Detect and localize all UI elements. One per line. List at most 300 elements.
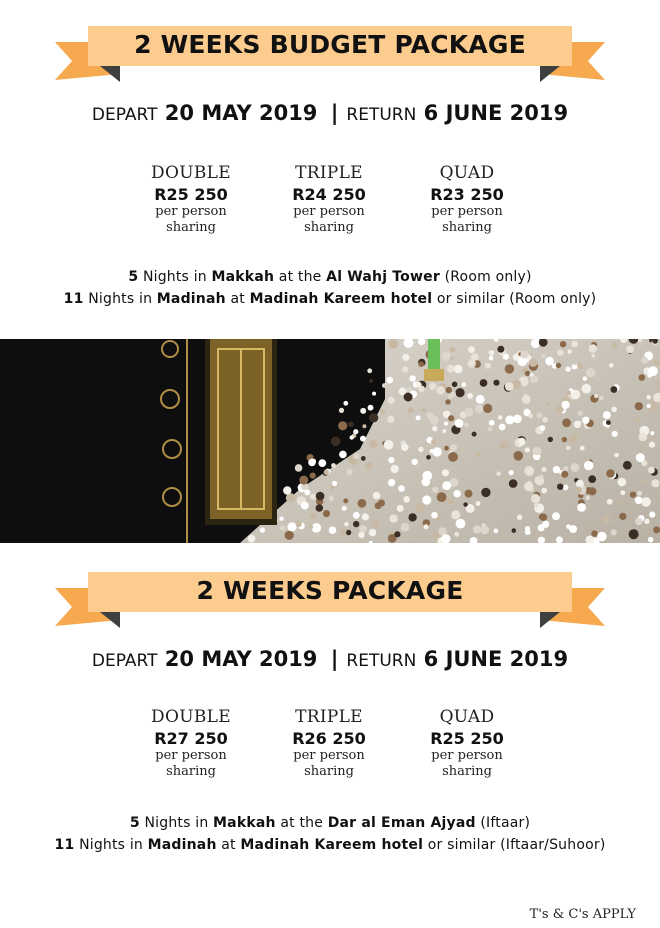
room-type: TRIPLE — [295, 707, 363, 727]
crowd-figure — [591, 354, 595, 358]
crowd-figure — [509, 479, 518, 488]
crowd-figure — [432, 447, 441, 456]
crowd-figure — [541, 488, 547, 494]
room-type: DOUBLE — [151, 707, 231, 727]
crowd-figure — [489, 356, 494, 361]
crowd-figure — [520, 351, 528, 359]
crowd-figure — [454, 532, 459, 537]
crowd-figure — [518, 438, 526, 446]
crowd-figure — [473, 525, 481, 533]
crowd-figure — [339, 408, 344, 413]
crowd-figure — [416, 504, 424, 512]
crowd-figure — [447, 498, 454, 505]
price-double — [121, 707, 261, 780]
crowd-figure — [308, 459, 316, 467]
crowd-figure — [505, 415, 514, 424]
crowd-figure — [534, 503, 539, 508]
crowd-figure — [367, 368, 372, 373]
crowd-figure — [475, 405, 483, 413]
nights-count: 11 — [54, 837, 75, 853]
sharing-label: sharing — [442, 220, 492, 235]
crowd-figure — [641, 479, 646, 484]
room-type: TRIPLE — [295, 163, 363, 183]
crowd-figure — [566, 446, 571, 451]
crowd-figure — [332, 481, 337, 486]
crowd-figure — [316, 504, 324, 512]
crowd-figure — [446, 387, 452, 393]
per-person-label: per person — [431, 204, 503, 219]
city-name: Madinah — [147, 837, 217, 853]
crowd-figure — [468, 346, 475, 353]
travel-dates — [0, 647, 660, 671]
crowd-figure — [497, 346, 504, 353]
crowd-figure — [524, 466, 534, 476]
crowd-figure — [578, 411, 583, 416]
crowd-figure — [455, 388, 464, 397]
crowd-figure — [342, 506, 347, 511]
per-person-label: per person — [293, 748, 365, 763]
crowd-figure — [568, 350, 572, 354]
crowd-figure — [448, 415, 454, 421]
crowd-figure — [636, 453, 645, 462]
crowd-figure — [448, 394, 453, 399]
crowd-figure — [586, 496, 590, 500]
hotel-name: Madinah Kareem hotel — [240, 837, 424, 853]
return-date: 6 JUNE 2019 — [423, 101, 569, 125]
crowd-figure — [577, 363, 583, 369]
crowd-figure — [574, 421, 581, 428]
crowd-figure — [517, 515, 522, 520]
crowd-figure — [384, 440, 394, 450]
crowd-figure — [499, 424, 506, 431]
crowd-figure — [343, 498, 348, 503]
crowd-figure — [599, 396, 604, 401]
crowd-figure — [463, 502, 467, 506]
crowd-figure — [394, 531, 400, 537]
crowd-figure — [494, 529, 499, 534]
accommodation-details — [0, 812, 660, 856]
crowd-figure — [646, 395, 651, 400]
date-separator: | — [330, 647, 339, 671]
crowd-figure — [545, 357, 554, 366]
crowd-figure — [310, 473, 316, 479]
travel-dates — [0, 101, 660, 125]
crowd-figure — [419, 386, 425, 392]
nights-count: 5 — [128, 269, 139, 285]
crowd-figure — [648, 366, 658, 376]
crowd-figure — [462, 382, 467, 387]
crowd-figure — [538, 524, 545, 531]
crowd-figure — [493, 380, 499, 386]
crowd-figure — [509, 470, 514, 475]
ribbon-banner — [0, 22, 660, 102]
crowd-figure — [569, 434, 578, 443]
crowd-figure — [586, 368, 596, 378]
crowd-figure — [588, 475, 596, 483]
crowd-figure — [331, 437, 341, 447]
crowd-figure — [563, 485, 569, 491]
crowd-figure — [442, 469, 449, 476]
crowd-figure — [620, 490, 625, 495]
crowd-figure — [514, 451, 524, 461]
nights-word: Nights in — [88, 291, 153, 307]
room-type: QUAD — [439, 707, 495, 727]
crowd-figure — [372, 392, 376, 396]
crowd-figure — [387, 416, 394, 423]
crowd-figure — [386, 377, 393, 384]
crowd-figure — [346, 530, 351, 535]
crowd-figure — [609, 363, 614, 368]
crowd-figure — [648, 537, 654, 543]
crowd-figure — [287, 522, 296, 531]
crowd-figure — [344, 522, 348, 526]
crowd-figure — [468, 359, 476, 367]
at-word: at the — [278, 269, 322, 285]
crowd-figure — [635, 518, 643, 526]
crowd-figure — [299, 476, 308, 485]
crowd-figure — [566, 390, 571, 395]
crowd-figure — [539, 474, 543, 478]
ribbon-banner — [0, 568, 660, 648]
return-date: 6 JUNE 2019 — [423, 647, 569, 671]
crowd-figure — [353, 521, 359, 527]
crowd-figure — [635, 497, 643, 505]
crowd-figure — [401, 523, 410, 532]
makkah-stay-line — [0, 266, 660, 288]
crowd-figure — [618, 478, 627, 487]
crowd-figure — [260, 527, 265, 532]
crowd-figure — [500, 441, 509, 450]
terms-conditions-note: T's & C's APPLY — [529, 907, 636, 922]
price-triple — [259, 163, 399, 236]
crowd-figure — [480, 525, 489, 534]
crowd-figure — [451, 510, 460, 519]
crowd-figure — [388, 397, 395, 404]
crowd-figure — [359, 525, 367, 533]
crowd-figure — [360, 436, 366, 442]
crowd-figure — [418, 361, 424, 367]
crowd-figure — [324, 470, 329, 475]
crowd-figure — [390, 465, 398, 473]
madinah-stay-line — [0, 288, 660, 310]
crowd-figure — [331, 463, 336, 468]
crowd-figure — [584, 461, 594, 471]
hotel-name: Dar al Eman Ajyad — [327, 815, 476, 831]
crowd-figure — [647, 404, 651, 408]
crowd-figure — [362, 424, 366, 428]
return-label: RETURN — [346, 651, 417, 671]
price-amount: R25 250 — [154, 185, 228, 204]
crowd-figure — [638, 433, 647, 442]
makkah-stay-line — [0, 812, 660, 834]
crowd-figure — [424, 524, 429, 529]
crowd-figure — [422, 478, 431, 487]
crowd-figure — [552, 512, 560, 520]
package-title: 2 WEEKS PACKAGE — [196, 576, 464, 605]
crowd-figure — [476, 452, 481, 457]
sharing-label: sharing — [304, 764, 354, 779]
crowd-figure — [422, 495, 431, 504]
crowd-figure — [447, 365, 455, 373]
crowd-figure — [343, 401, 348, 406]
crowd-figure — [358, 532, 365, 539]
at-word: at — [221, 837, 236, 853]
crowd-figure — [318, 459, 326, 467]
crowd-figure — [480, 379, 488, 387]
crowd-figure — [472, 432, 477, 437]
crowd-figure — [626, 345, 634, 353]
crowd-figure — [575, 487, 582, 494]
crowd-figure — [369, 379, 373, 383]
crowd-figure — [404, 393, 413, 402]
crowd-figure — [453, 490, 460, 497]
crowd-figure — [483, 404, 492, 413]
crowd-figure — [353, 429, 358, 434]
crowd-figure — [353, 512, 360, 519]
accommodation-details — [0, 266, 660, 310]
crowd-figure — [452, 382, 458, 388]
crowd-figure — [635, 402, 643, 410]
madinah-stay-line — [0, 834, 660, 856]
crowd-figure — [565, 367, 570, 372]
crowd-figure — [560, 341, 566, 347]
crowd-figure — [588, 344, 597, 353]
crowd-figure — [301, 502, 309, 510]
crowd-figure — [641, 357, 648, 364]
crowd-figure — [464, 423, 469, 428]
crowd-figure — [513, 354, 520, 361]
sharing-label: sharing — [166, 220, 216, 235]
crowd-figure — [602, 515, 610, 523]
depart-label: DEPART — [91, 651, 158, 671]
kaaba-crowd-photo — [0, 339, 660, 543]
crowd-figure — [541, 354, 545, 358]
crowd-figure — [373, 492, 381, 500]
crowd-figure — [350, 435, 354, 439]
crowd-figure — [582, 384, 592, 394]
crowd-figure — [442, 429, 446, 433]
crowd-figure — [529, 359, 537, 367]
crowd-figure — [525, 447, 530, 452]
price-amount: R26 250 — [292, 729, 366, 748]
crowd-figure — [295, 464, 303, 472]
crowd-figure — [577, 503, 586, 512]
crowd-figure — [360, 408, 366, 414]
crowd-figure — [496, 471, 501, 476]
price-double — [121, 163, 261, 236]
crowd-figure — [368, 405, 374, 411]
crowd-figure — [340, 529, 346, 535]
crowd-figure — [588, 487, 596, 495]
crowd-figure — [561, 471, 568, 478]
crowd-figure — [612, 431, 618, 437]
city-name: Madinah — [156, 291, 226, 307]
crowd-figure — [607, 499, 613, 505]
crowd-figure — [619, 500, 623, 504]
crowd-figure — [553, 466, 560, 473]
date-separator: | — [330, 101, 339, 125]
crowd-figure — [408, 513, 416, 521]
crowd-figure — [397, 505, 404, 512]
crowd-figure — [444, 422, 448, 426]
crowd-figure — [279, 517, 283, 521]
crowd-figure — [650, 431, 654, 435]
crowd-figure — [248, 535, 256, 543]
crowd-figure — [531, 494, 540, 503]
crowd-figure — [481, 488, 490, 497]
at-word: at — [230, 291, 245, 307]
crowd-figure — [362, 513, 369, 520]
meal-note: or similar (Room only) — [436, 291, 597, 307]
crowd-figure — [641, 442, 645, 446]
crowd-figure — [571, 341, 578, 348]
minaret — [428, 339, 440, 369]
crowd-figure — [606, 469, 615, 478]
crowd-figure — [591, 530, 597, 536]
crowd-figure — [409, 375, 415, 381]
crowd-figure — [649, 512, 655, 518]
crowd-figure — [489, 420, 495, 426]
crowd-figure — [528, 414, 533, 419]
hotel-name: Madinah Kareem hotel — [249, 291, 433, 307]
sharing-label: sharing — [304, 220, 354, 235]
city-name: Makkah — [211, 269, 275, 285]
crowd-figure — [389, 514, 397, 522]
room-type: DOUBLE — [151, 163, 231, 183]
crowd-figure — [612, 407, 617, 412]
price-amount: R24 250 — [292, 185, 366, 204]
crowd-figure — [431, 439, 437, 445]
crowd-figure — [594, 394, 598, 398]
crowd-figure — [513, 415, 522, 424]
crowd-figure — [525, 529, 531, 535]
crowd-figure — [524, 482, 533, 491]
crowd-figure — [442, 481, 451, 490]
crowd-figure — [421, 408, 426, 413]
crowd-figure — [641, 497, 651, 507]
crowd-figure — [525, 371, 530, 376]
crowd-figure — [630, 492, 636, 498]
crowd-figure — [563, 466, 568, 471]
crowd-figure — [283, 486, 291, 494]
crowd-figure — [603, 411, 611, 419]
crowd-figure — [448, 452, 458, 462]
crowd-figure — [348, 421, 354, 427]
crowd-figure — [450, 347, 456, 353]
crowd-figure — [426, 455, 431, 460]
price-quad — [397, 163, 537, 236]
crowd-figure — [310, 494, 316, 500]
crowd-figure — [582, 417, 589, 424]
price-quad — [397, 707, 537, 780]
crowd-figure — [476, 501, 481, 506]
crowd-figure — [388, 339, 398, 349]
nights-word: Nights in — [79, 837, 143, 853]
crowd-figure — [418, 447, 423, 452]
price-amount: R25 250 — [430, 729, 504, 748]
crowd-figure — [432, 426, 438, 432]
crowd-figure — [365, 462, 372, 469]
crowd-figure — [542, 417, 548, 423]
crowd-figure — [623, 461, 632, 470]
crowd-figure — [639, 374, 646, 381]
crowd-figure — [512, 528, 517, 533]
crowd-figure — [606, 420, 611, 425]
crowd-figure — [612, 342, 618, 348]
crowd-figure — [467, 393, 473, 399]
crowd-figure — [280, 525, 285, 530]
sharing-label: sharing — [166, 764, 216, 779]
crowd-figure — [540, 425, 546, 431]
crowd-figure — [611, 529, 617, 535]
nights-word: Nights in — [142, 269, 207, 285]
crowd-figure — [562, 401, 570, 409]
crowd-figure — [488, 427, 493, 432]
depart-date: 20 MAY 2019 — [164, 647, 318, 671]
crowd-figure — [316, 492, 325, 501]
per-person-label: per person — [155, 204, 227, 219]
crowd-figure — [531, 339, 540, 348]
crowd-figure — [556, 363, 561, 368]
crowd-figure — [353, 453, 359, 459]
crowd-figure — [465, 407, 474, 416]
crowd-figure — [505, 382, 514, 391]
return-label: RETURN — [346, 105, 417, 125]
price-amount: R23 250 — [430, 185, 504, 204]
crowd-figure — [450, 444, 457, 451]
crowd-figure — [648, 467, 655, 474]
crowd-figure — [530, 376, 538, 384]
package-title: 2 WEEKS BUDGET PACKAGE — [134, 30, 526, 59]
room-type: QUAD — [439, 163, 495, 183]
crowd-figure — [402, 354, 409, 361]
crowd-figure — [476, 395, 485, 404]
at-word: at the — [280, 815, 324, 831]
crowd-figure — [329, 496, 334, 501]
crowd-figure — [442, 351, 451, 360]
crowd-figure — [537, 413, 543, 419]
crowd-figure — [309, 525, 313, 529]
crowd-figure — [380, 409, 385, 414]
per-person-label: per person — [431, 748, 503, 763]
crowd-figure — [432, 487, 438, 493]
crowd-figure — [402, 366, 408, 372]
crowd-figure — [629, 529, 639, 539]
crowd-figure — [649, 402, 659, 412]
crowd-figure — [285, 531, 294, 540]
crowd-figure — [649, 442, 655, 448]
crowd-figure — [398, 485, 405, 492]
crowd-figure — [653, 526, 660, 533]
crowd-figure — [557, 484, 563, 490]
crowd-figure — [557, 349, 563, 355]
crowd-figure — [382, 383, 387, 388]
meal-note: (Room only) — [444, 269, 532, 285]
crowd-figure — [436, 386, 445, 395]
depart-date: 20 MAY 2019 — [164, 101, 318, 125]
crowd-figure — [635, 417, 640, 422]
crowd-figure — [416, 415, 421, 420]
crowd-figure — [388, 479, 395, 486]
crowd-figure — [637, 491, 642, 496]
crowd-figure — [339, 451, 347, 459]
crowd-figure — [401, 443, 409, 451]
crowd-figure — [541, 467, 547, 473]
crowd-figure — [388, 457, 394, 463]
meal-note: or similar (Iftaar/Suhoor) — [427, 837, 606, 853]
crowd-figure — [465, 490, 473, 498]
crowd-figure — [408, 407, 414, 413]
